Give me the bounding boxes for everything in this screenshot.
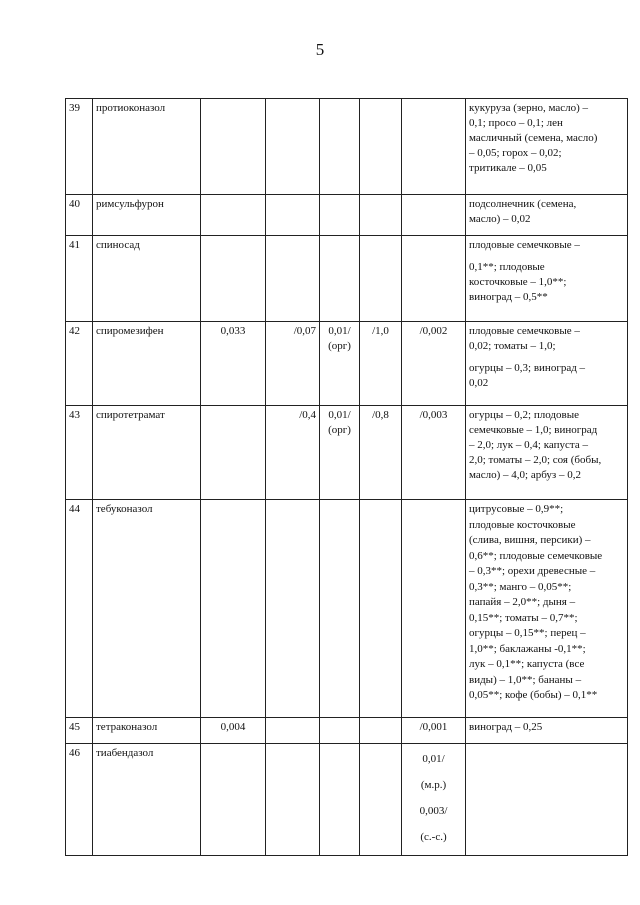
table-row	[66, 718, 628, 744]
substance-name: тебуконазол	[93, 500, 201, 718]
crop-line: кукуруза (зерно, масло) –	[469, 102, 589, 114]
crop-line: плодовые семечковые –	[469, 239, 580, 251]
value-cell	[201, 500, 266, 718]
value-cell	[201, 236, 266, 322]
crop-line: масло) – 0,02	[469, 213, 531, 225]
crop-limits	[466, 718, 628, 744]
value-cell	[402, 500, 466, 718]
value-cell	[266, 195, 320, 236]
crop-line: семечковые – 1,0; виноград	[469, 424, 598, 436]
table-row	[66, 500, 628, 718]
crop-line: масло) – 4,0; арбуз – 0,2	[469, 469, 582, 481]
value-cell	[320, 236, 360, 322]
value-cell	[402, 236, 466, 322]
crop-line: – 2,0; лук – 0,4; капуста –	[469, 439, 588, 451]
crop-line: (слива, вишня, персики) –	[469, 534, 591, 546]
crop-line: 0,02; томаты – 1,0;	[469, 340, 556, 352]
value-cell	[201, 99, 266, 195]
table-row	[66, 406, 628, 500]
table-row	[66, 99, 628, 195]
value-cell	[360, 500, 402, 718]
value-cell	[402, 99, 466, 195]
value-cell: 0,01/ (орг)	[320, 322, 360, 406]
value-cell	[402, 744, 466, 856]
row-number: 41	[66, 236, 93, 322]
value-cell	[266, 236, 320, 322]
value-cell	[402, 195, 466, 236]
crop-limits	[466, 406, 628, 500]
value-cell	[266, 99, 320, 195]
crop-line: 0,3**; манго – 0,05**;	[469, 580, 572, 593]
crop-line: плодовые семечковые –	[469, 325, 580, 337]
crop-line: тритикале – 0,05	[469, 162, 547, 174]
value-cell	[201, 744, 266, 856]
value-cell: 0,004	[201, 718, 266, 744]
substance-name: римсульфурон	[93, 195, 201, 236]
value-cell	[360, 99, 402, 195]
value-cell	[320, 99, 360, 195]
crop-limits	[466, 236, 628, 322]
crop-line: огурцы – 0,3; виноград –	[469, 362, 586, 374]
value-cell: /0,002	[402, 322, 466, 406]
value-cell	[360, 744, 402, 856]
value-cell: 0,01/ (орг)	[320, 406, 360, 500]
table-row	[66, 322, 628, 406]
page-number: 5	[315, 40, 325, 59]
value-cell	[320, 195, 360, 236]
crop-line: масличный (семена, масло)	[469, 132, 598, 144]
crop-line: – 0,3**; орехи древесные –	[469, 565, 596, 577]
crop-line: 2,0; томаты – 2,0; соя (бобы,	[469, 454, 602, 466]
value-cell	[360, 718, 402, 744]
crop-line: 0,1; просо – 0,1; лен	[469, 117, 563, 129]
value-cell: 0,033	[201, 322, 266, 406]
value-cell	[201, 406, 266, 500]
value-cell	[266, 718, 320, 744]
crop-line: 0,1**; плодовые	[469, 261, 545, 273]
row-number: 42	[66, 322, 93, 406]
crop-limits	[466, 99, 628, 195]
table-row	[66, 744, 628, 856]
crop-limits	[466, 500, 628, 718]
crop-line: подсолнечник (семена,	[469, 198, 577, 210]
table-row	[66, 236, 628, 322]
value-cell	[360, 236, 402, 322]
crop-line: 1,0**; баклажаны -0,1**;	[469, 642, 586, 655]
crop-line: цитрусовые – 0,9**;	[469, 503, 564, 515]
substance-name: тиабендазол	[93, 744, 201, 856]
value-cell: /1,0	[360, 322, 402, 406]
row-number: 39	[66, 99, 93, 195]
substance-name: тетраконазол	[93, 718, 201, 744]
value-cell	[266, 744, 320, 856]
value-cell	[266, 500, 320, 718]
crop-line: 0,15**; томаты – 0,7**;	[469, 611, 578, 624]
crop-line: плодовые косточковые	[469, 518, 576, 531]
value-cell	[201, 195, 266, 236]
value-line: (м.р.)	[420, 779, 447, 791]
crop-limits	[466, 322, 628, 406]
substance-name: спиромезифен	[93, 322, 201, 406]
crop-line: виды) – 1,0**; бананы –	[469, 673, 582, 686]
row-number: 45	[66, 718, 93, 744]
row-number: 46	[66, 744, 93, 856]
substance-name: спиротетрамат	[93, 406, 201, 500]
substance-name: протиоконазол	[93, 99, 201, 195]
value-line: 0,003/	[419, 805, 448, 817]
row-number: 44	[66, 500, 93, 718]
crop-line: 0,6**; плодовые семечковые	[469, 549, 603, 562]
table-row	[66, 195, 628, 236]
crop-line: огурцы – 0,15**; перец –	[469, 627, 586, 639]
value-cell	[320, 718, 360, 744]
crop-line: папайя – 2,0**; дыня –	[469, 596, 576, 608]
row-number: 40	[66, 195, 93, 236]
substance-name: спиносад	[93, 236, 201, 322]
value-cell: /0,003	[402, 406, 466, 500]
value-cell: /0,8	[360, 406, 402, 500]
residue-limits-table	[65, 98, 628, 856]
value-cell	[320, 744, 360, 856]
value-cell: /0,001	[402, 718, 466, 744]
crop-line: 0,05**; кофе (бобы) – 0,1**	[469, 689, 598, 701]
crop-line: виноград – 0,5**	[469, 291, 548, 303]
crop-line: лук – 0,1**; капуста (все	[469, 658, 585, 670]
value-line: 0,01/	[422, 753, 445, 765]
value-cell: /0,4	[266, 406, 320, 500]
crop-limits	[466, 744, 628, 856]
row-number: 43	[66, 406, 93, 500]
crop-line: виноград – 0,25	[469, 721, 543, 733]
value-line: (с.-с.)	[420, 831, 447, 843]
crop-line: косточковые – 1,0**;	[469, 276, 567, 288]
value-cell	[320, 500, 360, 718]
crop-line: огурцы – 0,2; плодовые	[469, 409, 579, 421]
crop-line: – 0,05; горох – 0,02;	[469, 147, 562, 159]
crop-limits	[466, 195, 628, 236]
value-cell	[360, 195, 402, 236]
crop-line: 0,02	[469, 377, 489, 389]
value-cell: /0,07	[266, 322, 320, 406]
